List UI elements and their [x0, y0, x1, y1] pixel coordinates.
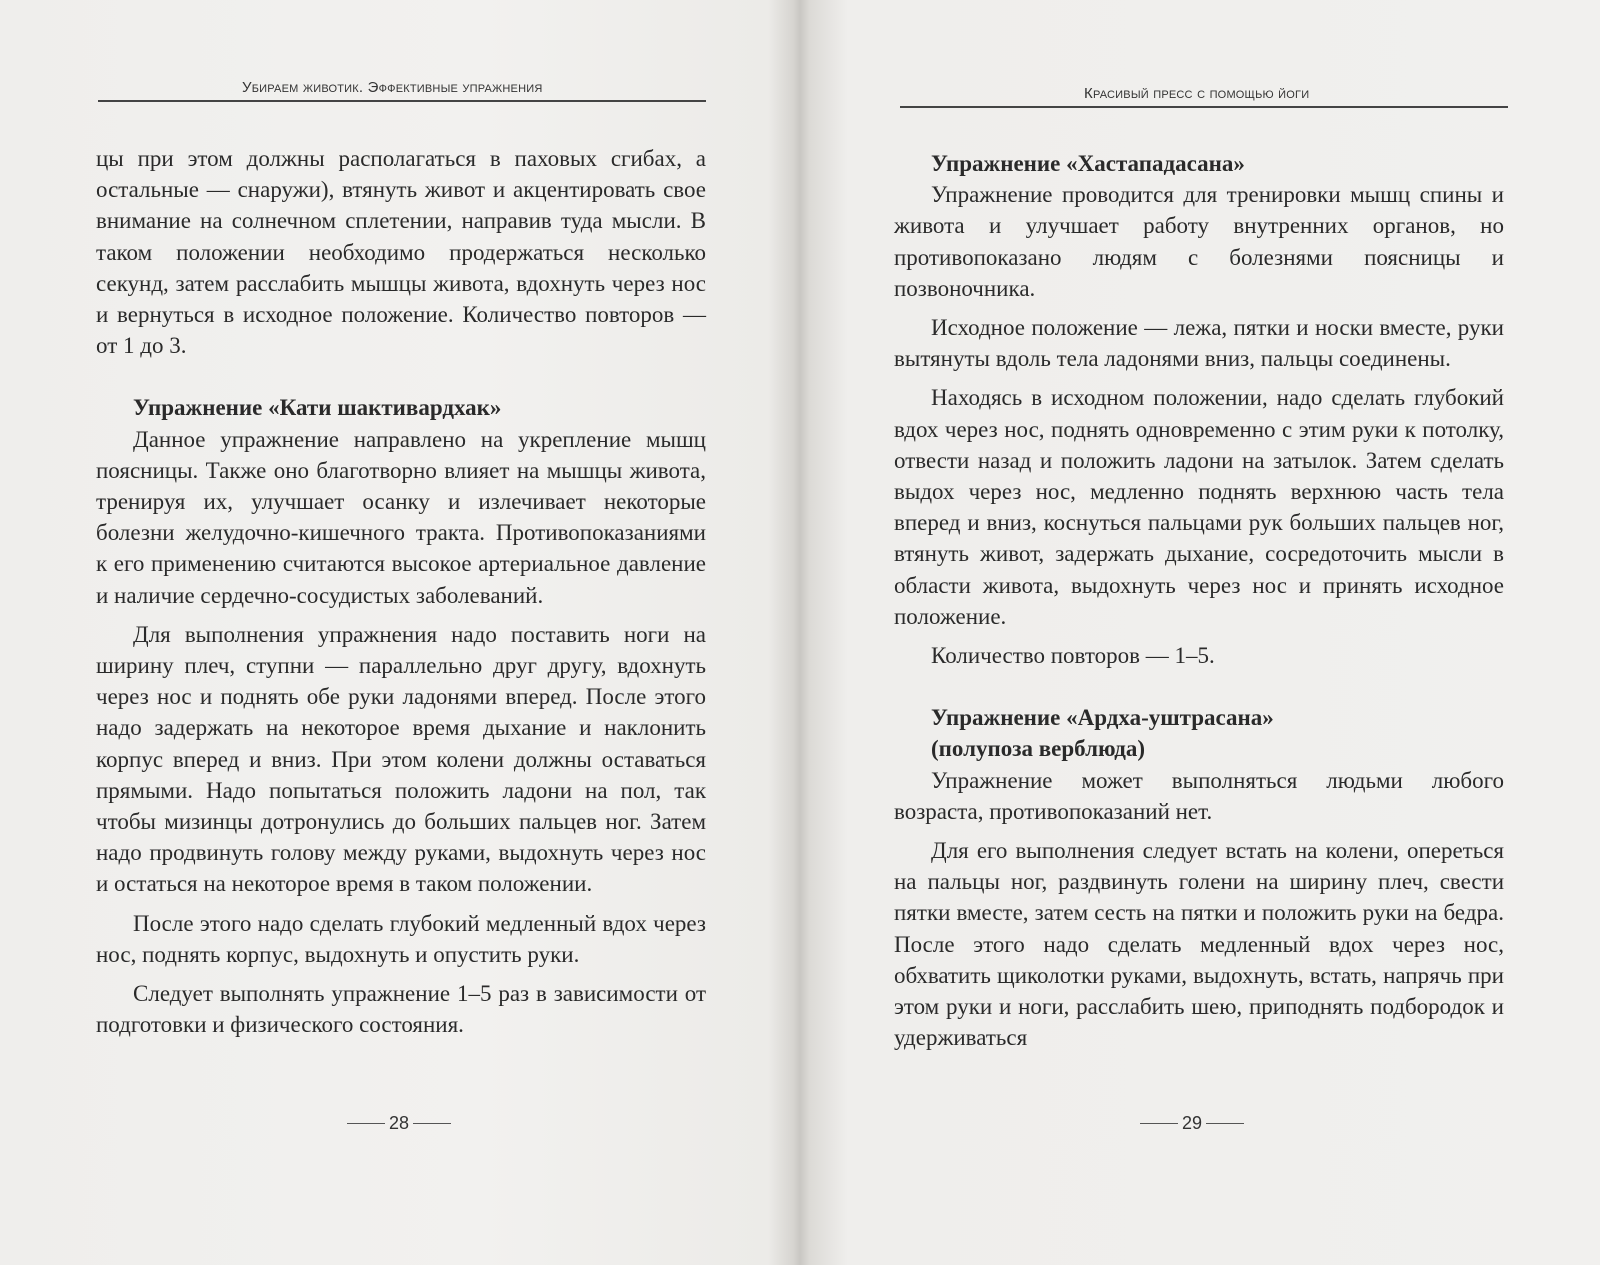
paragraph: Количество повторов — 1–5.: [931, 643, 1215, 669]
paragraph: Данное упражнение направлено на укрепление мышц поясницы. Также оно благотворно влияет на мышцы живота, тренируя их, улучшает осанку и излечивает некоторые болезни желудочно-кишечного тракта. Противопоказаниями к его применению считаются высокое артериальное давление и наличие сердечно-сосудистых заболеваний.: [96, 426, 706, 608]
folio-line: [347, 1123, 385, 1124]
exercise-subheading: (полупоза верблюда): [931, 736, 1146, 762]
running-head-right: Красивый пресс с помощью йоги: [1084, 85, 1310, 102]
paragraph: Упражнение может выполняться людьми любого возраста, противопоказаний нет.: [894, 767, 1504, 824]
folio-line: [1140, 1123, 1178, 1124]
right-body-text: [894, 148, 1504, 1053]
paragraph: Для его выполнения следует встать на колени, опереться на пальцы ног, раздвинуть голени на ширину плеч, свести пятки вместе, затем сесть на пятки и положить руки на бедра. После этого надо сделать медленный вдох через нос, обхватить щиколотки руками, выдохнуть, встать, напрячь при этом руки и ноги, расслабить шею, приподнять подбородок и удерживаться: [894, 838, 1504, 1051]
folio-line: [1206, 1123, 1244, 1124]
header-rule-left: [98, 100, 706, 102]
right-page: [808, 0, 1600, 1265]
page-number-left: [347, 1113, 451, 1134]
folio-line: [413, 1123, 451, 1124]
exercise-heading: Упражнение «Ардха-уштрасана»: [931, 705, 1274, 731]
header-rule-right: [900, 106, 1508, 108]
paragraph: Следует выполнять упражнение 1–5 раз в зависимости от подготовки и физического состояния.: [96, 981, 706, 1038]
page-number-right: [1140, 1113, 1244, 1134]
paragraph: Исходное положение — лежа, пятки и носки вместе, руки вытянуты вдоль тела ладонями вниз, пальцы соединены.: [894, 315, 1504, 372]
paragraph: Находясь в исходном положении, надо сделать глубокий вдох через нос, поднять одновременно с этим руки к потолку, отвести назад и положить ладони на затылок. Затем сделать выдох через нос, медленно поднять верхнюю часть тела вперед и вниз, коснуться пальцами рук больших пальцев ног, втянуть живот, задержать дыхание, сосредоточить мысли в области живота, выдохнуть через нос и принять исходное положение.: [894, 385, 1504, 629]
exercise-heading: Упражнение «Хастападасана»: [931, 151, 1245, 176]
running-head-left: Убираем животик. Эффективные упражнения: [242, 79, 543, 96]
paragraph: Упражнение проводится для тренировки мышц спины и живота и улучшает работу внутренних органов, но противопоказано людям с болезнями поясницы и позвоночника.: [894, 182, 1504, 301]
page-number: 29: [1182, 1113, 1203, 1133]
page-number: 28: [389, 1113, 410, 1133]
paragraph: Для выполнения упражнения надо поставить ноги на ширину плеч, ступни — параллельно друг другу, вдохнуть через нос и поднять обе руки ладонями вперед. После этого надо задержать на некоторое время дыхание и наклонить корпус вперед и вниз. При этом колени должны оставаться прямыми. Надо попытаться положить ладони на пол, так чтобы мизинцы дотронулись до больших пальцев ног. Затем надо продвинуть голову между руками, выдохнуть через нос и остаться на некоторое время в таком положении.: [96, 621, 706, 897]
paragraph: После этого надо сделать глубокий медленный вдох через нос, поднять корпус, выдохнуть и опустить руки.: [96, 910, 706, 967]
left-body-text: [96, 143, 706, 1040]
paragraph: цы при этом должны располагаться в паховых сгибах, а остальные — снаружи), втянуть живот и акцентировать свое внимание на солнечном сплетении, направив туда мысли. В таком положении необходимо продержаться несколько секунд, затем расслабить мышцы живота, вдохнуть через нос и вернуться в исходное положение. Количество повторов — от 1 до 3.: [96, 146, 706, 359]
exercise-heading: Упражнение «Кати шактивардхак»: [133, 395, 502, 421]
